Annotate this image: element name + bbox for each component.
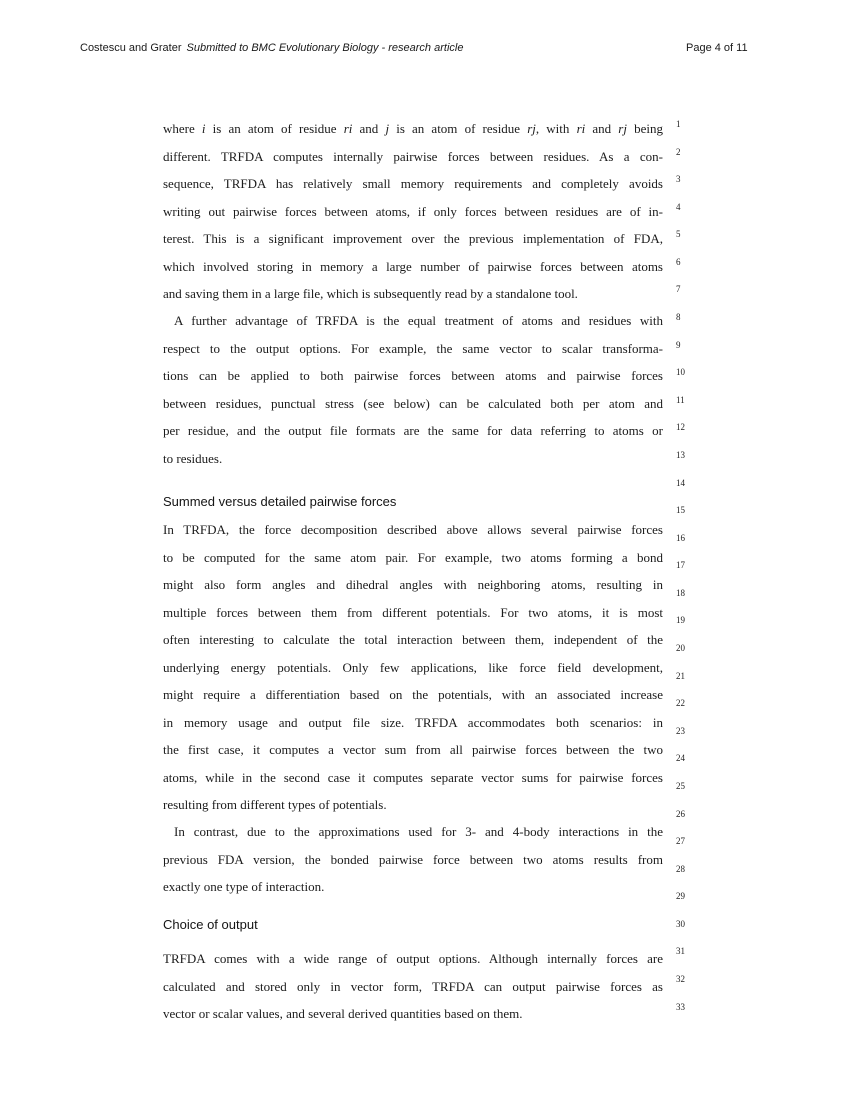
- section-heading: Summed versus detailed pairwise forces: [163, 494, 397, 509]
- text-line: [163, 599, 663, 627]
- text-line: [163, 198, 663, 226]
- page-number-indicator: Page 4 of 11: [686, 42, 748, 54]
- text-line: [163, 973, 663, 1001]
- line-number: 18: [676, 587, 685, 598]
- line-number: 17: [676, 560, 685, 571]
- line-number: 27: [676, 836, 685, 847]
- text-line: [163, 115, 663, 143]
- text-segment: sequence, TRFDA has relatively small memory requirements and completely avoids: [163, 176, 663, 191]
- line-number: 26: [676, 808, 685, 819]
- line-number: 22: [676, 698, 685, 709]
- math-variable: i: [201, 121, 206, 136]
- text-segment: TRFDA comes with a wide range of output options. Although internally forces are: [163, 951, 663, 966]
- header-submission-note: Submitted to BMC Evolutionary Biology - research article: [186, 42, 464, 54]
- text-segment: atoms, while in the second case it computes separate vector sums for pairwise forces: [163, 769, 663, 785]
- line-number: 21: [676, 670, 685, 681]
- text-line: [163, 362, 663, 390]
- line-number: 19: [676, 615, 685, 626]
- text-segment: In TRFDA, the force decomposition described above allows several pairwise forces: [163, 522, 663, 537]
- line-number: 12: [676, 422, 685, 433]
- text-segment: calculated and stored only in vector form, TRFDA can output pairwise forces as: [163, 978, 663, 994]
- text-segment: and: [585, 121, 619, 136]
- text-segment: terest. This is a significant improvement over the previous implementation of FDA,: [163, 231, 663, 246]
- line-number: 25: [676, 780, 685, 791]
- text-segment: is an atom of residue: [205, 121, 344, 136]
- line-number: 14: [676, 477, 685, 488]
- line-number: 1: [676, 119, 681, 129]
- line-number: 33: [676, 1001, 685, 1012]
- text-line: [163, 945, 663, 973]
- text-segment: different. TRFDA computes internally pairwise forces between residues. As a con-: [163, 148, 663, 164]
- text-segment: might also form angles and dihedral angles with neighboring atoms, resulting in: [163, 577, 663, 592]
- text-line: [163, 417, 663, 445]
- text-line: [163, 280, 663, 308]
- text-segment: per residue, and the output file formats are the same for data referring to atoms or: [163, 423, 663, 438]
- text-segment: to residues.: [163, 450, 223, 466]
- text-segment: often interesting to calculate the total interaction between them, independent of the: [163, 632, 663, 647]
- text-segment: the first case, it computes a vector sum from all pairwise forces between the two: [163, 742, 663, 757]
- text-line: [163, 1000, 663, 1028]
- line-number: 24: [676, 753, 685, 764]
- text-segment: in memory usage and output file size. TRFDA accommodates both scenarios: in: [163, 714, 663, 730]
- line-number: 28: [676, 863, 685, 874]
- text-segment: , with: [535, 121, 577, 136]
- text-segment: respect to the output options. For example, the same vector to scalar transforma-: [163, 340, 663, 356]
- text-segment: might require a differentiation based on the potentials, with an associated increase: [163, 687, 663, 702]
- text-line: [163, 681, 663, 709]
- line-number: 16: [676, 532, 685, 543]
- text-segment: and saving them in a large file, which is subsequently read by a standalone tool.: [163, 286, 578, 301]
- text-line: [163, 170, 663, 198]
- text-line: [163, 143, 663, 171]
- text-line: [163, 445, 663, 473]
- line-number: 4: [676, 201, 681, 212]
- text-line: [163, 791, 663, 819]
- section-heading: Choice of output: [163, 917, 258, 932]
- text-segment: previous FDA version, the bonded pairwise force between two atoms results from: [163, 851, 663, 867]
- text-segment: to be computed for the same atom pair. For example, two atoms forming a bond: [163, 549, 663, 565]
- text-segment: where: [163, 121, 202, 136]
- line-number: 7: [676, 284, 681, 295]
- text-segment: tions can be applied to both pairwise forces between atoms and pairwise forces: [163, 368, 663, 383]
- text-segment: being: [626, 121, 663, 136]
- text-segment: which involved storing in memory a large number of pairwise forces between atoms: [163, 258, 663, 274]
- line-number: 5: [676, 229, 681, 240]
- line-number: 11: [676, 394, 685, 405]
- line-number: 15: [676, 505, 685, 516]
- math-variable: ri: [343, 121, 353, 136]
- line-number: 3: [676, 174, 681, 185]
- text-line: [163, 225, 663, 253]
- text-segment: and: [352, 121, 386, 136]
- line-number: 32: [676, 973, 685, 984]
- text-line: [163, 626, 663, 654]
- line-number: 30: [676, 918, 685, 929]
- line-number: 20: [676, 643, 685, 654]
- text-line: [163, 873, 663, 901]
- line-number: 10: [676, 367, 685, 378]
- line-number: 13: [676, 449, 685, 460]
- text-segment: In contrast, due to the approximations used for 3- and 4-body interactions in the: [174, 824, 663, 839]
- paragraph: [163, 818, 663, 901]
- text-line: [163, 516, 663, 544]
- paragraph: [163, 945, 663, 1028]
- line-number-column: [676, 0, 706, 1100]
- text-line: [163, 544, 663, 572]
- line-number: 6: [676, 256, 681, 267]
- text-line: [163, 818, 663, 846]
- line-number: 31: [676, 946, 685, 957]
- math-variable: rj: [527, 121, 536, 136]
- line-number: 9: [676, 339, 681, 350]
- math-variable: ri: [576, 121, 586, 136]
- text-segment: between residues, punctual stress (see below) can be calculated both per atom and: [163, 395, 663, 411]
- paragraph: [163, 516, 663, 819]
- line-number: 2: [676, 146, 681, 157]
- paragraph: [163, 307, 663, 472]
- header-authors: Costescu and Grater: [80, 42, 182, 54]
- page-body: [163, 0, 663, 1100]
- text-segment: underlying energy potentials. Only few applications, like force field development,: [163, 659, 663, 675]
- text-segment: A further advantage of TRFDA is the equal treatment of atoms and residues with: [174, 313, 663, 328]
- text-line: [163, 335, 663, 363]
- paragraph: [163, 115, 663, 308]
- text-segment: is an atom of residue: [389, 121, 528, 136]
- text-segment: vector or scalar values, and several derived quantities based on them.: [163, 1006, 523, 1021]
- line-number: 8: [676, 312, 681, 323]
- text-line: [163, 307, 663, 335]
- text-segment: writing out pairwise forces between atoms, if only forces between residues are of in-: [163, 203, 663, 219]
- text-line: [163, 846, 663, 874]
- text-segment: resulting from different types of potentials.: [163, 797, 387, 812]
- text-line: [163, 390, 663, 418]
- text-segment: multiple forces between them from different potentials. For two atoms, it is most: [163, 604, 663, 620]
- line-number: 23: [676, 725, 685, 736]
- text-line: [163, 736, 663, 764]
- line-number: 29: [676, 891, 685, 902]
- text-segment: exactly one type of interaction.: [163, 879, 325, 894]
- text-line: [163, 654, 663, 682]
- math-variable: rj: [618, 121, 627, 136]
- text-line: [163, 253, 663, 281]
- text-line: [163, 709, 663, 737]
- text-line: [163, 571, 663, 599]
- math-variable: j: [385, 121, 390, 136]
- text-line: [163, 764, 663, 792]
